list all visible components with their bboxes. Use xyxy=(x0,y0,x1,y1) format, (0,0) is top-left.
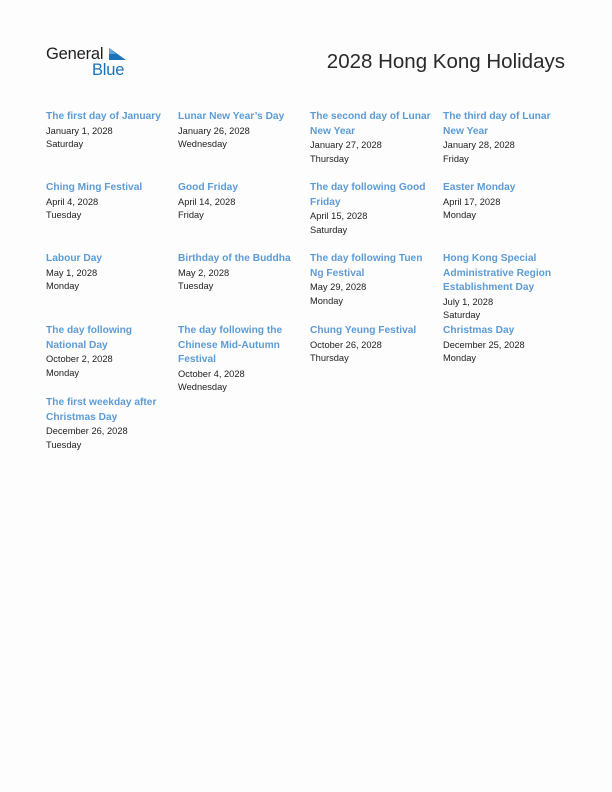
holiday-date: May 1, 2028 xyxy=(46,267,98,278)
holiday-date: January 26, 2028 xyxy=(178,125,250,136)
holiday-name: The day following Good Friday xyxy=(310,182,426,208)
holiday-item xyxy=(46,252,168,294)
holiday-name: The first weekday after Christmas Day xyxy=(46,397,157,423)
holiday-date: October 26, 2028 xyxy=(310,339,382,350)
holiday-item xyxy=(46,110,168,152)
holiday-date: October 4, 2028 xyxy=(178,368,245,379)
holiday-date: April 15, 2028 xyxy=(310,211,368,221)
holiday-item xyxy=(46,324,168,381)
holiday-date: April 4, 2028 xyxy=(46,196,99,207)
logo xyxy=(46,44,136,80)
holiday-weekday: Friday xyxy=(178,210,204,221)
holiday-item xyxy=(443,252,565,323)
holiday-date: December 26, 2028 xyxy=(46,426,128,436)
holiday-name: Christmas Day xyxy=(443,325,515,336)
logo-text-blue: Blue xyxy=(92,61,125,79)
logo-flag-icon xyxy=(107,47,127,61)
holiday-weekday: Monday xyxy=(310,295,344,306)
holiday-weekday: Wednesday xyxy=(178,139,227,150)
holiday-item xyxy=(46,181,168,223)
holiday-item xyxy=(178,181,300,223)
holiday-grid xyxy=(46,110,576,460)
holiday-name: The day following Tuen Ng Festival xyxy=(310,253,423,279)
holiday-item xyxy=(46,396,168,453)
holiday-name: Birthday of the Buddha xyxy=(178,253,291,264)
holiday-date: May 29, 2028 xyxy=(310,282,367,292)
holiday-date: July 1, 2028 xyxy=(443,296,494,307)
holiday-date: December 25, 2028 xyxy=(443,339,525,350)
holiday-weekday: Tuesday xyxy=(178,281,214,292)
logo-text-general: General xyxy=(46,45,104,63)
holiday-name: The second day of Lunar New Year xyxy=(310,111,431,137)
holiday-weekday: Saturday xyxy=(310,224,348,235)
holiday-name: Hong Kong Special Administrative Region Establishment Day xyxy=(443,253,552,293)
holiday-weekday: Thursday xyxy=(310,353,349,364)
holiday-date: April 14, 2028 xyxy=(178,196,236,207)
holiday-item xyxy=(443,324,565,366)
holiday-name: Labour Day xyxy=(46,253,103,264)
holiday-date: January 27, 2028 xyxy=(310,140,382,150)
holiday-item xyxy=(443,181,565,223)
holiday-item xyxy=(310,324,432,366)
holiday-item xyxy=(178,252,300,294)
holiday-name: The day following National Day xyxy=(46,325,133,351)
holiday-weekday: Wednesday xyxy=(178,382,227,393)
holiday-name: Good Friday xyxy=(178,182,238,193)
holiday-name: Ching Ming Festival xyxy=(46,182,143,193)
holiday-name: The first day of January xyxy=(46,111,161,122)
holiday-name: Easter Monday xyxy=(443,182,516,193)
holiday-item xyxy=(443,110,565,167)
holiday-name: The day following the Chinese Mid-Autumn Festival xyxy=(178,325,283,365)
holiday-weekday: Thursday xyxy=(310,153,349,164)
holiday-date: May 2, 2028 xyxy=(178,267,230,278)
holiday-name: Chung Yeung Festival xyxy=(310,325,417,336)
holiday-item xyxy=(310,181,432,238)
holiday-item xyxy=(310,110,432,167)
holiday-date: April 17, 2028 xyxy=(443,196,501,207)
holiday-item xyxy=(178,324,300,395)
holiday-weekday: Tuesday xyxy=(46,210,82,221)
holiday-weekday: Friday xyxy=(443,153,469,164)
holiday-item xyxy=(178,110,300,152)
holiday-weekday: Monday xyxy=(443,210,477,221)
page-title: 2028 Hong Kong Holidays xyxy=(326,50,565,73)
holiday-date: January 28, 2028 xyxy=(443,140,515,150)
holiday-date: January 1, 2028 xyxy=(46,125,113,136)
holiday-weekday: Monday xyxy=(46,281,80,292)
holiday-weekday: Monday xyxy=(46,367,80,378)
holiday-name: Lunar New Year’s Day xyxy=(178,111,285,122)
holiday-weekday: Tuesday xyxy=(46,439,82,450)
holiday-weekday: Saturday xyxy=(46,139,84,150)
holiday-weekday: Monday xyxy=(443,353,477,364)
holiday-name: The third day of Lunar New Year xyxy=(443,111,551,137)
holiday-date: October 2, 2028 xyxy=(46,354,113,364)
holiday-item xyxy=(310,252,432,309)
holiday-weekday: Saturday xyxy=(443,310,481,321)
